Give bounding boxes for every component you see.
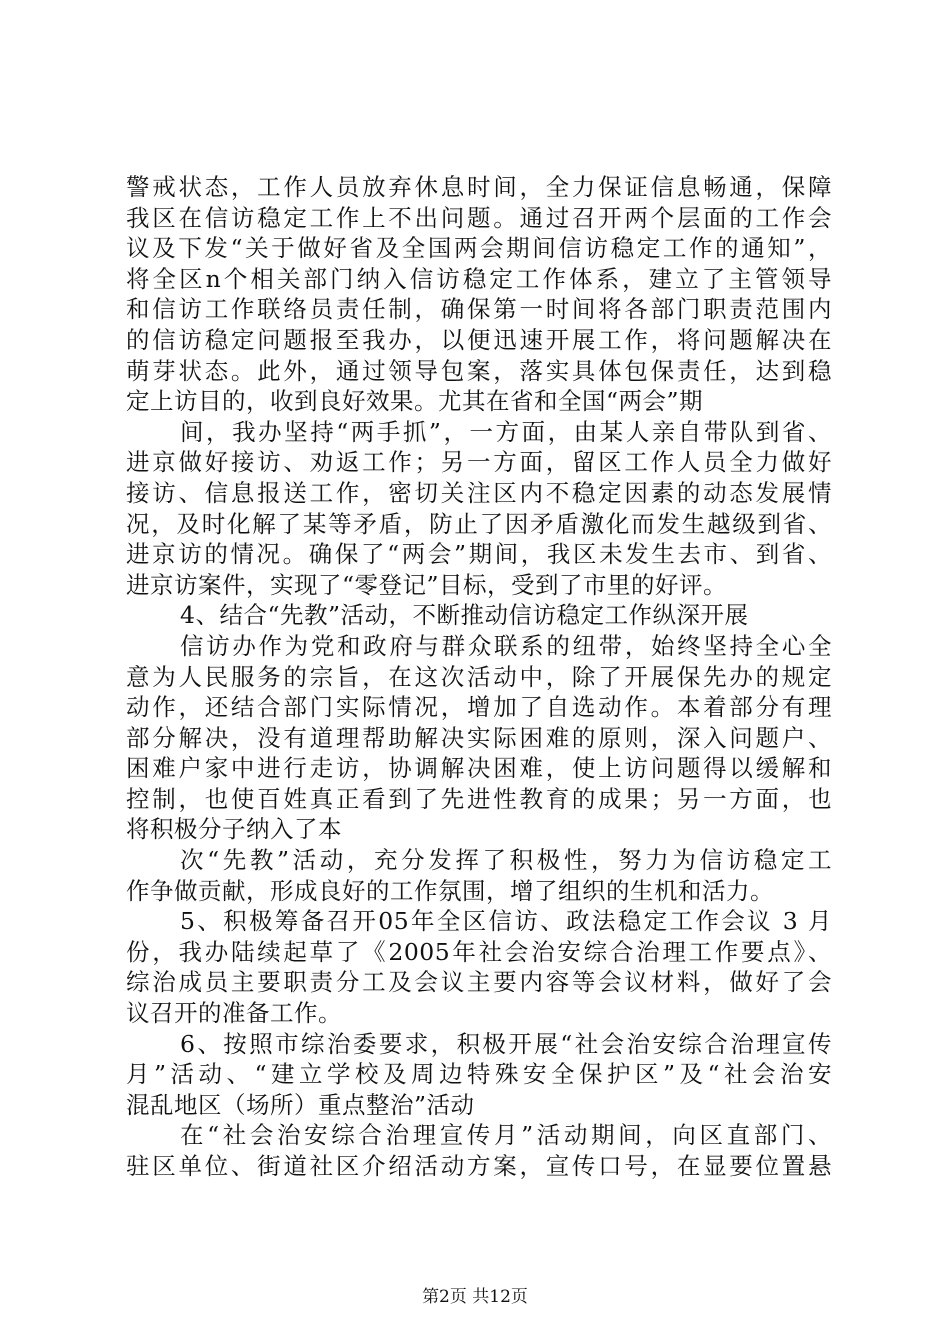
text-line: 意为人民服务的宗旨，在这次活动中，除了开展保先办的规定 — [126, 662, 832, 691]
text-line: 将全区n个相关部门纳入信访稳定工作体系，建立了主管领导 — [126, 264, 832, 293]
text-line: 况，及时化解了某等矛盾，防止了因矛盾激化而发生越级到省、 — [126, 509, 832, 538]
text-line: 议召开的准备工作。 — [126, 999, 342, 1028]
text-line: 接访、信息报送工作，密切关注区内不稳定因素的动态发展情 — [126, 478, 832, 507]
text-line: 定上访目的，收到良好效果。尤其在省和全国“两会”期 — [126, 387, 704, 416]
text-line: 的信访稳定问题报至我办，以便迅速开展工作，将问题解决在 — [126, 325, 832, 354]
body-text — [126, 172, 832, 1182]
text-line: 信访办作为党和政府与群众联系的纽带，始终坚持全心全 — [180, 631, 832, 660]
text-line: 我区在信访稳定工作上不出问题。通过召开两个层面的工作会 — [126, 203, 832, 232]
text-line: 萌芽状态。此外，通过领导包案，落实具体包保责任，达到稳 — [126, 356, 832, 385]
text-line: 间，我办坚持“两手抓”，一方面，由某人亲自带队到省、 — [180, 417, 832, 446]
text-line: 进京做好接访、劝返工作；另一方面，留区工作人员全力做好 — [126, 448, 832, 477]
text-line: 次“先教”活动，充分发挥了积极性，努力为信访稳定工 — [180, 846, 832, 875]
text-line: 议及下发“关于做好省及全国两会期间信访稳定工作的通知”， — [126, 234, 832, 263]
text-line: 控制，也使百姓真正看到了先进性教育的成果；另一方面，也 — [126, 784, 832, 813]
text-line: 6、按照市综治委要求，积极开展“社会治安综合治理宣传 — [180, 1029, 832, 1058]
text-line: 进京访案件，实现了“零登记”目标，受到了市里的好评。 — [126, 570, 728, 599]
text-line: 作争做贡献，形成良好的工作氛围，增了组织的生机和活力。 — [126, 876, 774, 905]
text-line: 驻区单位、街道社区介绍活动方案，宣传口号，在显要位置悬 — [126, 1152, 832, 1180]
text-line: 月”活动、“建立学校及周边特殊安全保护区”及“社会治安 — [126, 1060, 832, 1089]
text-line: 将积极分子纳入了本 — [126, 815, 342, 844]
text-line: 4、结合“先教”活动，不断推动信访稳定工作纵深开展 — [180, 601, 749, 630]
text-line: 进京访的情况。确保了“两会”期间，我区未发生去市、到省、 — [126, 540, 832, 569]
text-line: 部分解决，没有道理帮助解决实际困难的原则，深入问题户、 — [126, 723, 832, 752]
text-line: 警戒状态，工作人员放弃休息时间，全力保证信息畅通，保障 — [126, 173, 832, 201]
text-line: 混乱地区（场所）重点整治”活动 — [126, 1090, 475, 1119]
text-line: 困难户家中进行走访，协调解决困难，使上访问题得以缓解和 — [126, 754, 832, 783]
text-line: 份，我办陆续起草了《2005年社会治安综合治理工作要点》、 — [126, 937, 832, 966]
page-footer: 第2页 共12页 — [422, 1287, 528, 1307]
text-line: 动作，还结合部门实际情况，增加了自选动作。本着部分有理 — [126, 693, 832, 722]
text-line: 5、积极筹备召开05年全区信访、政法稳定工作会议 3 月 — [180, 907, 832, 936]
text-line: 和信访工作联络员责任制，确保第一时间将各部门职责范围内 — [126, 295, 832, 324]
text-line: 在“社会治安综合治理宣传月”活动期间，向区直部门、 — [180, 1121, 832, 1150]
text-line: 综治成员主要职责分工及会议主要内容等会议材料，做好了会 — [126, 968, 832, 997]
